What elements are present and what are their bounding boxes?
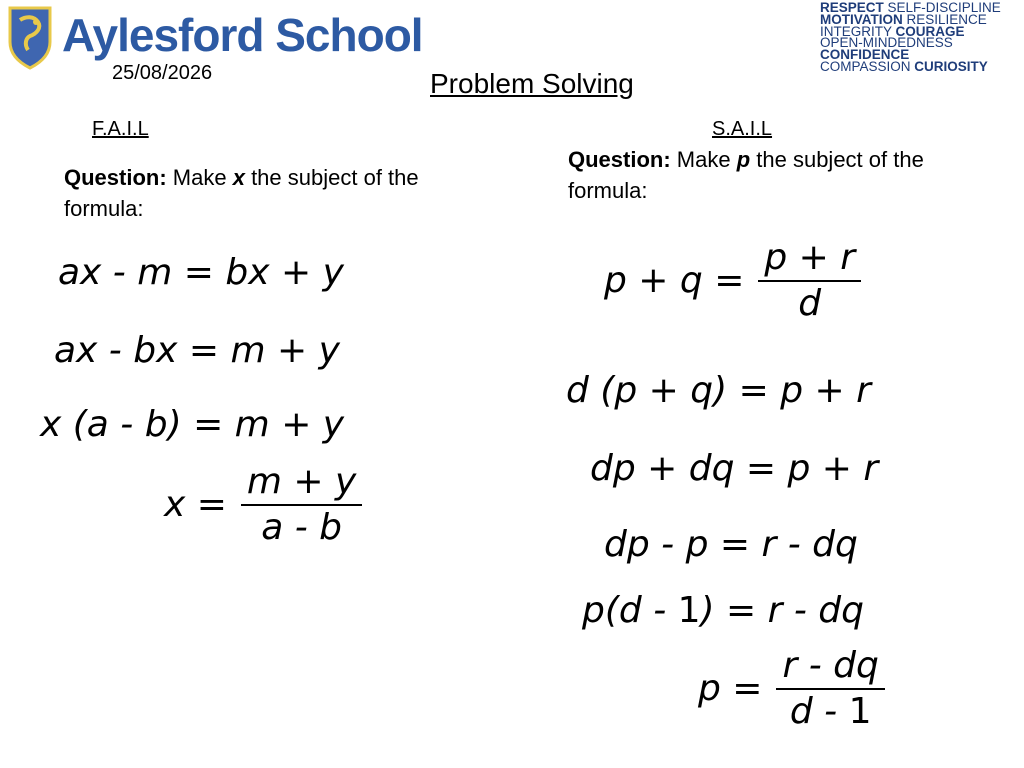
fail-heading: F.A.I.L bbox=[92, 118, 149, 140]
slide-date: 25/08/2026 bbox=[112, 62, 213, 84]
sail-question: Question: Make p the subject of the formula: bbox=[568, 147, 924, 203]
fail-eq4-numerator: m + y bbox=[246, 461, 357, 502]
school-values-logo: RESPECT SELF-DISCIPLINE MOTIVATION RESILIENCE INTEGRITY COURAGE OPEN-MINDEDNESS CONFIDENCE COMPASSION CURIOSITY bbox=[820, 0, 1001, 74]
fail-question: Question: Make x the subject of the formula: bbox=[64, 165, 419, 221]
sail-equation-6 bbox=[698, 644, 885, 734]
sail-eq6-fraction bbox=[776, 644, 884, 734]
fail-equation-1: ax - m = bx + y bbox=[58, 252, 344, 293]
sail-equation-3: dp + dq = p + r bbox=[590, 448, 879, 489]
sail-eq1-denominator: d bbox=[798, 282, 822, 324]
school-name: Aylesford School bbox=[62, 9, 423, 61]
sail-eq1-lhs: p + q = bbox=[604, 260, 745, 302]
sail-eq6-lhs: p = bbox=[698, 668, 763, 710]
fail-equation-2: ax - bx = m + y bbox=[54, 330, 340, 371]
sail-eq6-numerator: r - dq bbox=[782, 645, 879, 686]
fail-eq4-lhs: x = bbox=[164, 484, 227, 526]
school-crest-logo bbox=[8, 6, 52, 70]
sail-equation-2: d (p + q) = p + r bbox=[566, 370, 871, 411]
sail-equation-5: p(d - 1) = r - dq bbox=[582, 590, 865, 631]
sail-equation-1 bbox=[604, 236, 861, 326]
fail-eq4-fraction bbox=[241, 460, 362, 550]
sail-eq1-fraction bbox=[758, 236, 861, 326]
fail-equation-4 bbox=[164, 460, 362, 550]
sail-eq6-denominator: d - 1 bbox=[789, 690, 872, 732]
sail-equation-4: dp - p = r - dq bbox=[604, 524, 858, 565]
page-title: Problem Solving bbox=[430, 68, 634, 99]
sail-eq1-numerator: p + r bbox=[764, 237, 856, 278]
fail-eq4-denominator: a - b bbox=[261, 506, 343, 548]
fail-equation-3: x (a - b) = m + y bbox=[40, 404, 345, 445]
sail-heading: S.A.I.L bbox=[712, 118, 773, 140]
